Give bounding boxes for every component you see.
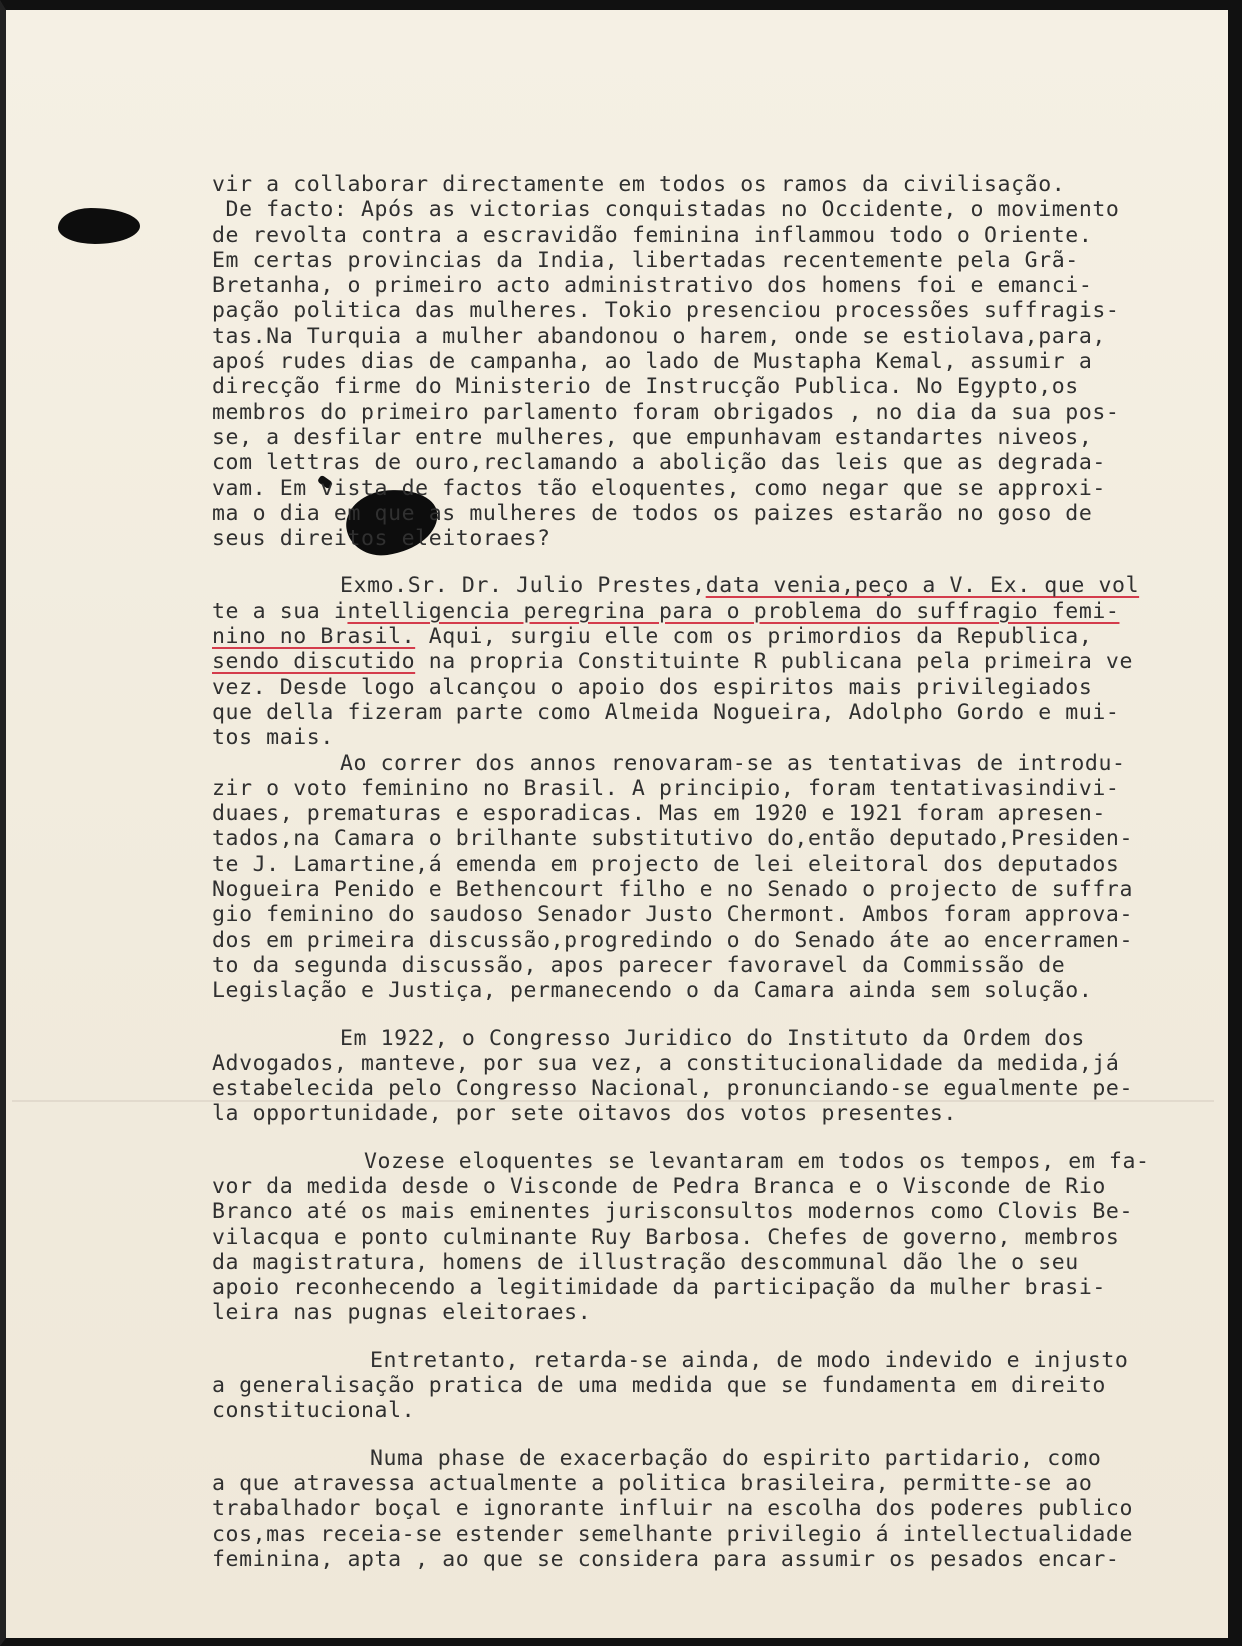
text-line: que della fizeram parte como Almeida Nogueira, Adolpho Gordo e mui- [212, 699, 1120, 725]
red-underline-span: nino no Brasil. [212, 624, 416, 650]
text-line: vir a collaborar directamente em todos os ramos da civilisação. [212, 172, 1066, 197]
ink-blot-left [58, 208, 140, 244]
text-line: vor da medida desde o Visconde de Pedra Branca e o Visconde de Rio [212, 1173, 1106, 1199]
text-line: de revolta contra a escravidão feminina inflammou todo o Oriente. [212, 222, 1093, 248]
text-line: Entretanto, retarda-se ainda, de modo indevido e injusto [370, 1347, 1129, 1373]
text-line: da magistratura, homens de illustração descommunal dão lhe o seu [212, 1249, 1079, 1275]
text-line: com lettras de ouro,reclamando a abolição das leis que as degrada- [212, 450, 1106, 476]
text-line: Ao correr dos annos renovaram-se as tentativas de introdu- [340, 750, 1126, 776]
text-line: leira nas pugnas eleitoraes. [212, 1300, 592, 1326]
text-line: te J. Lamartine,á emenda em projecto de lei eleitoral dos deputados [212, 851, 1120, 877]
text-line: tados,na Camara o brilhante substitutivo do,então deputado,Presiden- [212, 826, 1133, 852]
text-line: feminina, apta , ao que se considera para assumir os pesados encar- [212, 1546, 1120, 1572]
text-line: nino no Brasil. Aqui, surgiu elle com os primordios da Republica, [212, 624, 1093, 650]
text-line: Numa phase de exacerbação do espirito partidario, como [370, 1445, 1102, 1471]
text-line: Bretanha, o primeiro acto administrativo dos homens foi e emanci- [212, 273, 1093, 299]
text-line: zir o voto feminino no Brasil. A principio, foram tentativasindivi- [212, 775, 1120, 801]
text-line: Em 1922, o Congresso Juridico do Instituto da Ordem dos [340, 1025, 1085, 1051]
text-line: direcção firme do Ministerio de Instrucção Publica. No Egypto,os [212, 374, 1079, 400]
text-line: De facto: Após as victorias conquistadas no Occidente, o movimento [212, 197, 1120, 223]
text-line: vez. Desde logo alcançou o apoio dos espiritos mais privilegiados [212, 674, 1093, 700]
text-line: vilacqua e ponto culminante Ruy Barbosa. Chefes de governo, membros [212, 1224, 1120, 1250]
text-line: ma o dia em que as mulheres de todos os paizes estarão no goso de [212, 500, 1093, 526]
text-line: Legislação e Justiça, permanecendo o da Camara ainda sem solução. [212, 978, 1093, 1004]
red-underline-span: sendo discutido [212, 649, 416, 675]
text-line: trabalhador boçal e ignorante influir na escolha dos poderes publico [212, 1496, 1133, 1522]
text-line: Em certas provincias da India, libertadas recentemente pela Grã- [212, 247, 1079, 273]
text-line: tos mais. [212, 725, 334, 751]
paragraph-gap [212, 551, 1222, 573]
text-line: apoio reconhecendo a legitimidade da participação da mulher brasi- [212, 1275, 1106, 1301]
text-line: dos em primeira discussão,progredindo o do Senado áte ao encerramen- [212, 927, 1133, 953]
text-line: duaes, prematuras e esporadicas. Mas em 1920 e 1921 foram apresen- [212, 801, 1106, 827]
text-line: a generalisação pratica de uma medida que se fundamenta em direito [212, 1373, 1106, 1399]
text-line: Vozese eloquentes se levantaram em todos os tempos, em fa- [364, 1148, 1150, 1174]
text-line: seus direitos eleitoraes? [212, 526, 551, 552]
red-underline-span: ntelligencia peregrina para o problema do suffragio femi- [347, 598, 1120, 624]
text-line: tas.Na Turquia a mulher abandonou o harem, onde se estiolava,para, [212, 323, 1106, 349]
document-body [212, 172, 1222, 1572]
paragraph-gap [212, 1127, 1222, 1149]
text-line: Exmo.Sr. Dr. Julio Prestes,data venia,peço a V. Ex. que vol [340, 573, 1140, 599]
text-line: se, a desfilar entre mulheres, que empunhavam estandartes niveos, [212, 424, 1093, 450]
red-underline-span: data venia,peço a V. Ex. que vol [705, 573, 1140, 599]
text-line: la opportunidade, por sete oitavos dos votos presentes. [212, 1101, 957, 1127]
text-line: Branco até os mais eminentes jurisconsultos modernos como Clovis Be- [212, 1199, 1133, 1225]
text-line: a que atravessa actualmente a politica brasileira, permitte-se ao [212, 1470, 1093, 1496]
text-line: gio feminino do saudoso Senador Justo Chermont. Ambos foram approva- [212, 902, 1133, 928]
paragraph-gap [212, 1326, 1222, 1348]
paragraph-gap [212, 1424, 1222, 1446]
text-line: constitucional. [212, 1398, 416, 1424]
text-line: vam. Em vista de factos tão eloquentes, como negar que se approxi- [212, 475, 1106, 501]
text-line: estabelecida pelo Congresso Nacional, pronunciando-se egualmente pe- [212, 1076, 1133, 1102]
text-line: te a sua intelligencia peregrina para o problema do suffragio femi- [212, 598, 1120, 624]
text-line: membros do primeiro parlamento foram obrigados , no dia da sua pos- [212, 399, 1120, 425]
text-line: to da segunda discussão, apos parecer favoravel da Commissão de [212, 952, 1066, 978]
text-line: cos,mas receia-se estender semelhante privilegio á intellectualidade [212, 1521, 1133, 1547]
text-line: apoś rudes dias de campanha, ao lado de Mustapha Kemal, assumir a [212, 349, 1093, 375]
text-line: sendo discutido na propria Constituinte R publicana pela primeira ve [212, 649, 1134, 675]
text-line: Nogueira Penido e Bethencourt filho e no Senado o projecto de suffra [212, 877, 1133, 903]
text-line: Advogados, manteve, por sua vez, a constitucionalidade da medida,já [212, 1050, 1120, 1076]
text-line: pação politica das mulheres. Tokio presenciou processões suffragis- [212, 298, 1120, 324]
paragraph-gap [212, 1004, 1222, 1026]
